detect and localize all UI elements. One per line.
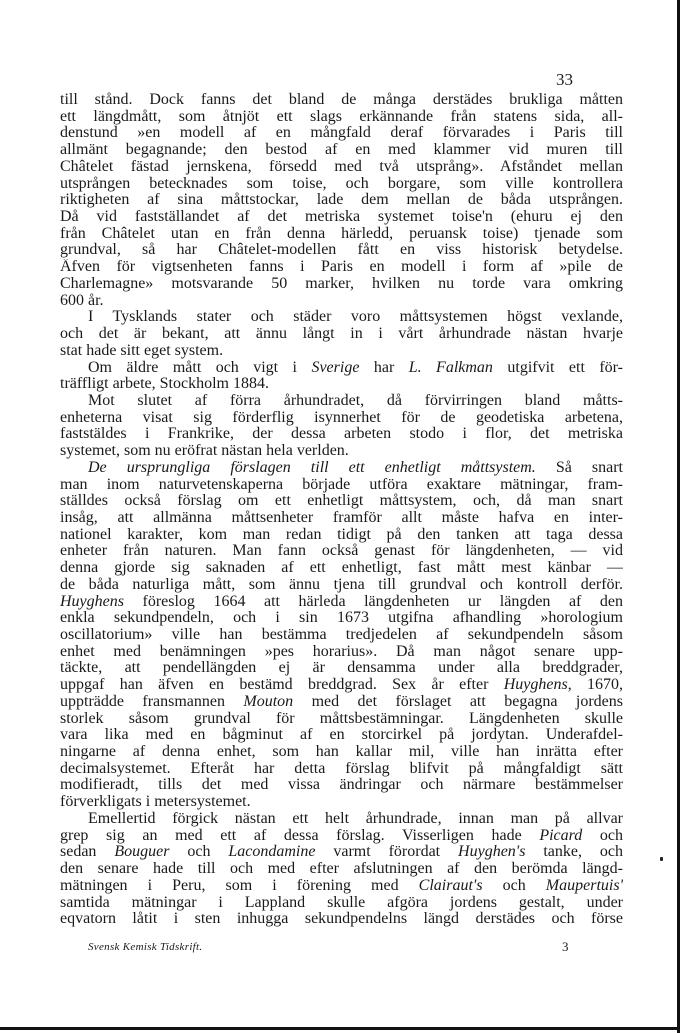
text-segment: utsprången betecknades som toise, och borgare, som ville kontrollera	[60, 175, 623, 192]
text-line	[60, 209, 623, 226]
text-segment: stat hade sitt eget system.	[60, 342, 224, 359]
text-line	[60, 811, 623, 828]
text-segment: Emellertid förgick nästan ett helt århundrade, innan man på allvar	[88, 810, 623, 827]
italic-segment: Sverige	[311, 359, 360, 376]
text-line	[60, 844, 623, 861]
text-segment: Äfven för vigtsenheten fanns i Paris en modell i form af »pile de	[60, 259, 623, 276]
text-segment: oscillatorium» ville han bestämma tredjedelen af sekundpendeln såsom	[60, 627, 623, 643]
text-segment: förverkligats i metersystemet.	[60, 794, 251, 811]
text-segment: enhet med benämningen »pes horarius». Då man något senare upp-	[60, 643, 623, 660]
text-segment: har	[359, 359, 409, 376]
scan-edge-bottom	[0, 1027, 680, 1030]
text-line	[60, 777, 623, 794]
text-line	[60, 159, 623, 176]
text-segment: Charlemagne» motsvarande 50 marker, hvilken nu torde vara omkring	[60, 275, 623, 292]
text-segment: uppgaf han äfven en bestämd breddgrad. Sex år efter	[60, 677, 504, 694]
text-line	[60, 677, 623, 694]
text-line	[60, 610, 623, 627]
text-line	[60, 326, 623, 343]
text-line	[60, 376, 623, 393]
paragraph	[60, 460, 623, 811]
text-segment: modifieradt, tills det med vissa ändringar och närmare bestämmelser	[60, 777, 623, 794]
text-segment: , 1670,	[567, 677, 623, 694]
italic-segment: De ursprungliga förslagen till ett enhetligt måttsystem.	[88, 459, 536, 476]
text-line	[60, 242, 623, 259]
text-line	[60, 92, 623, 109]
text-line	[60, 443, 623, 460]
text-segment: riktigheten af sina måttstockar, lade dem mellan de båda utsprången.	[60, 192, 623, 209]
text-segment: ett längdmått, som åtnjöt ett slags erkännande från statens sida, all-	[60, 108, 623, 125]
text-line	[60, 828, 623, 845]
text-segment: till stånd. Dock fanns det bland de många derstädes brukliga måtten	[60, 92, 623, 108]
body-text	[60, 92, 623, 928]
text-segment: och	[169, 844, 229, 861]
text-line	[60, 861, 623, 878]
text-segment: faststäldes i Frankrike, der dessa arbeten stodo i flor, det metriska	[60, 426, 623, 443]
italic-segment: Huyghens	[503, 677, 568, 694]
text-segment: grep sig an med ett af dessa förslag. Visserligen hade	[60, 827, 540, 844]
text-line	[60, 293, 623, 310]
text-line	[60, 560, 623, 577]
text-segment: enkla sekundpendeln, och i sin 1673 utgifna afhandling »horologium	[60, 610, 623, 627]
text-segment: och	[482, 877, 546, 894]
italic-segment: Mouton	[243, 693, 294, 710]
text-segment: nationel karakter, kom man redan tidigt på den tanken att taga dessa	[60, 526, 623, 543]
text-segment: Mot slutet af förra århundradet, då förvirringen bland måtts-	[88, 392, 623, 409]
text-segment: insåg, att allmänna måttsenheter framför allt måste hafva en inter-	[60, 509, 623, 526]
text-segment: ställdes också förslag om ett enhetligt måttsystem, och, då man snart	[60, 493, 623, 510]
text-line	[60, 109, 623, 126]
text-segment: grundval, så har Châtelet-modellen fått en viss historisk betydelse.	[60, 242, 623, 259]
text-segment: tanke, och	[525, 844, 623, 861]
italic-segment: Clairaut's	[418, 877, 483, 894]
text-segment: Châtelet fästad jernskena, försedd med två utsprång». Afståndet mellan	[60, 158, 623, 175]
text-segment: eqvatorn låtit i sten inhugga sekundpendelns längd derstädes och förse	[60, 911, 623, 928]
text-line	[60, 761, 623, 778]
footer-sheet-number: 3	[562, 939, 569, 954]
text-line	[60, 426, 623, 443]
text-line	[60, 694, 623, 711]
text-line	[60, 176, 623, 193]
text-line	[60, 309, 623, 326]
italic-segment: Picard	[539, 827, 583, 844]
text-line	[60, 343, 623, 360]
text-segment: allmänt begagnande; den bestod af en med klammer vid muren till	[60, 142, 623, 159]
paragraph	[60, 309, 623, 359]
text-segment: varmt förordat	[315, 844, 459, 861]
text-line	[60, 543, 623, 560]
text-segment: systemet, som nu eröfrat nästan hela verlden.	[60, 443, 349, 460]
text-line	[60, 744, 623, 761]
text-segment: träffligt arbete, Stockholm 1884.	[60, 376, 269, 393]
text-line	[60, 510, 623, 527]
text-segment: I Tysklands stater och städer voro måttsystemen högst vexlande,	[88, 309, 623, 326]
text-line	[60, 577, 623, 594]
text-segment: 600 år.	[60, 292, 104, 309]
text-line	[60, 493, 623, 510]
text-line	[60, 644, 623, 661]
italic-segment: Huyghen's	[458, 844, 526, 861]
text-line	[60, 360, 623, 377]
text-line	[60, 711, 623, 728]
text-line	[60, 477, 623, 494]
text-line	[60, 259, 623, 276]
text-segment: och	[582, 827, 623, 844]
text-line	[60, 878, 623, 895]
text-line	[60, 527, 623, 544]
text-segment: mätningen i Peru, som i förening med	[60, 877, 419, 894]
text-line	[60, 125, 623, 142]
scan-speck	[660, 857, 663, 861]
text-line	[60, 895, 623, 912]
text-segment: man inom naturvetenskaperna började utföra exaktare mätningar, fram-	[60, 476, 623, 493]
text-line	[60, 660, 623, 677]
text-segment: vara lika med en bågminut af en storcirkel på jordytan. Underafdel-	[60, 727, 623, 744]
text-segment: den senare hade till och med efter afslutningen af den berömda längd-	[60, 861, 623, 878]
text-line	[60, 911, 623, 928]
paragraph	[60, 811, 623, 928]
footer-journal-title: Svensk Kemisk Tidskrift.	[88, 941, 203, 953]
text-line	[60, 192, 623, 209]
text-segment: uppträdde fransmannen	[60, 693, 244, 710]
text-line	[60, 727, 623, 744]
text-line	[60, 393, 623, 410]
text-segment: täckte, att pendellängden ej är densamma under alla breddgrader,	[60, 660, 623, 677]
italic-segment: Huyghens	[60, 593, 124, 610]
text-segment: samtida mätningar i Lappland skulle afgöra jordens gestalt, under	[60, 894, 623, 911]
text-segment: med det förslaget att begagna jordens	[293, 693, 623, 710]
text-segment: och det är bekant, att ännu långt in i vårt århundrade nästan hvarje	[60, 326, 623, 343]
text-segment: från Châtelet utan en från denna härledd, peruansk toise) tjenade som	[60, 225, 623, 242]
text-line	[60, 142, 623, 159]
text-segment: storlek såsom grundval för måttsbestämningar. Längdenheten skulle	[60, 710, 623, 727]
italic-segment: L. Falkman	[408, 359, 493, 376]
italic-segment: Maupertuis'	[545, 877, 623, 894]
text-segment: enheter från naturen. Man fann också genast för längdenheten, — vid	[60, 543, 623, 560]
page-number: 33	[556, 70, 573, 89]
text-segment: denstund »en modell af en mångfald deraf förvarades i Paris till	[60, 125, 623, 142]
text-line	[60, 226, 623, 243]
text-segment: denna gjorde sig saknaden af ett enhetligt, fast mått mest känbar —	[60, 560, 623, 577]
text-segment: Då vid fastställandet af det metriska systemet toise'n (ehuru ej den	[60, 209, 623, 226]
text-segment: de båda naturliga mått, som ännu tjena till grundval och kontroll derför.	[60, 576, 623, 593]
text-segment: föreslog 1664 att härleda längdenheten ur längden af den	[123, 593, 623, 610]
text-line	[60, 627, 623, 644]
text-segment: Om äldre mått och vigt i	[88, 359, 312, 376]
text-line	[60, 594, 623, 611]
italic-segment: Lacondamine	[228, 844, 316, 861]
text-segment: utgifvit ett för-	[492, 359, 623, 376]
text-segment: enheterna visat sig förderflig isynnerhet för de geodetiska arbetena,	[60, 409, 623, 426]
text-segment: Så snart	[535, 459, 623, 476]
text-line	[60, 276, 623, 293]
text-line	[60, 460, 623, 477]
text-segment: ningarne af denna enhet, som han kallar mil, ville han inrätta efter	[60, 744, 623, 761]
text-line	[60, 410, 623, 427]
paragraph	[60, 92, 623, 309]
italic-segment: Bouguer	[114, 844, 170, 861]
text-segment: sedan	[60, 844, 115, 861]
paragraph	[60, 393, 623, 460]
paragraph	[60, 360, 623, 393]
text-line	[60, 794, 623, 811]
text-segment: decimalsystemet. Efteråt har detta förslag blifvit på mångfaldigt sätt	[60, 760, 623, 777]
